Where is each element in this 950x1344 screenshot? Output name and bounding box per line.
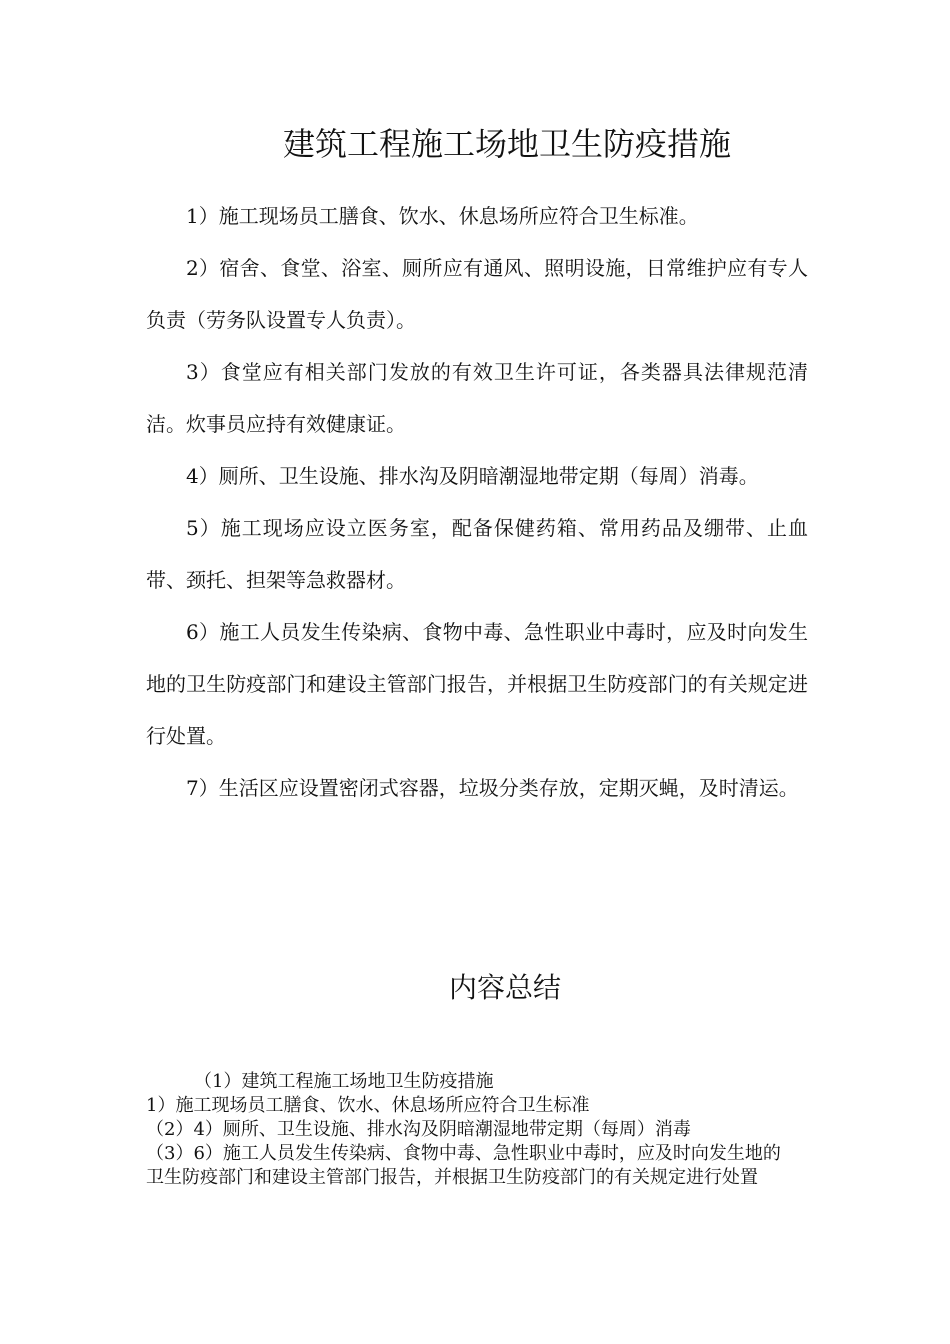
- summary-line-2: 1）施工现场员工膳食、饮水、休息场所应符合卫生标准: [146, 1095, 590, 1116]
- summary-line-3: （2）4）厕所、卫生设施、排水沟及阴暗潮湿地带定期（每周）消毒: [146, 1119, 691, 1140]
- measure-paragraph-7: 7）生活区应设置密闭式容器，垃圾分类存放，定期灭蝇，及时清运。: [186, 776, 799, 800]
- measure-paragraph-3: 3）食堂应有相关部门发放的有效卫生许可证，各类器具法律规范清洁。炊事员应持有效健康证。: [146, 360, 808, 436]
- measure-paragraph-4: 4）厕所、卫生设施、排水沟及阴暗潮湿地带定期（每周）消毒。: [186, 464, 759, 488]
- measure-paragraph-6: 6）施工人员发生传染病、食物中毒、急性职业中毒时，应及时向发生地的卫生防疫部门和建设主管部门报告，并根据卫生防疫部门的有关规定进行处置。: [146, 620, 808, 748]
- measures-body: [146, 190, 808, 814]
- measure-paragraph-5: 5）施工现场应设立医务室，配备保健药箱、常用药品及绷带、止血带、颈托、担架等急救器材。: [146, 516, 808, 592]
- summary-line-4: （3）6）施工人员发生传染病、食物中毒、急性职业中毒时，应及时向发生地的卫生防疫部门和建设主管部门报告，并根据卫生防疫部门的有关规定进行处置: [146, 1143, 781, 1188]
- summary-section: [146, 1070, 796, 1190]
- measure-paragraph-2: 2）宿舍、食堂、浴室、厕所应有通风、照明设施，日常维护应有专人负责（劳务队设置专人负责）。: [146, 256, 808, 332]
- measure-paragraph-1: 1）施工现场员工膳食、饮水、休息场所应符合卫生标准。: [186, 204, 699, 228]
- summary-heading: 内容总结: [448, 971, 561, 1004]
- summary-line-1: （1）建筑工程施工场地卫生防疫措施: [194, 1071, 494, 1092]
- page-title: 建筑工程施工场地卫生防疫措施: [282, 125, 731, 163]
